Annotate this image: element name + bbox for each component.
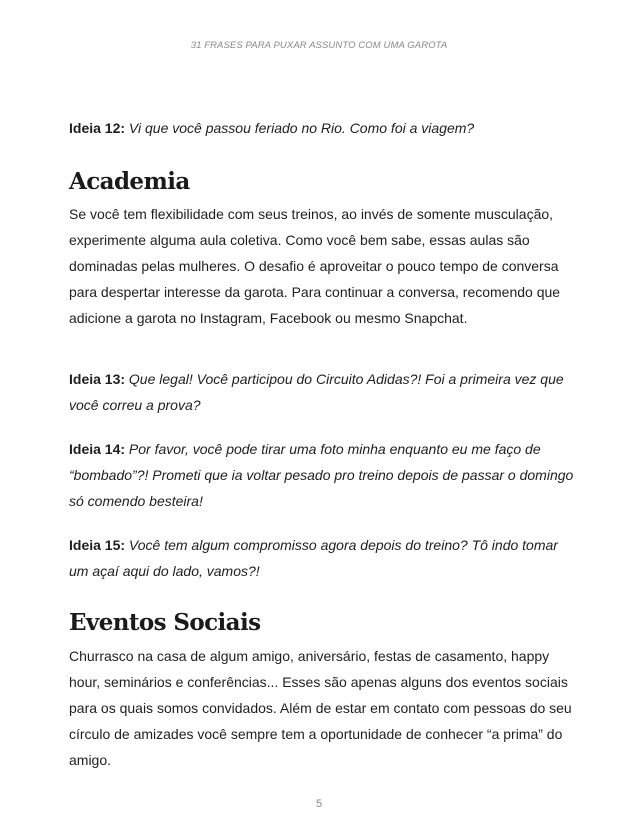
section-heading-academia: Academia (69, 168, 190, 195)
idea-15 (69, 532, 579, 584)
idea-text: Vi que você passou feriado no Rio. Como foi a viagem? (128, 120, 475, 136)
idea-text: Você tem algum compromisso agora depois do treino? Tô indo tomar um açaí aqui do lado, vamos?! (69, 537, 558, 579)
section-paragraph-academia: Se você tem flexibilidade com seus treinos, ao invés de somente musculação, experimente alguma aula coletiva. Como você bem sabe, essas aulas são dominadas pelas mulheres. O desafio é aproveitar o pouco tempo de conversa para despertar interesse da garota. Para continuar a conversa, recomendo que adicione a garota no Instagram, Facebook ou mesmo Snapchat. (69, 206, 561, 326)
page-number: 5 (315, 798, 323, 810)
idea-13 (69, 366, 579, 418)
section-heading-eventos-sociais: Eventos Sociais (69, 609, 261, 636)
idea-text: Que legal! Você participou do Circuito Adidas?! Foi a primeira vez que você correu a prova? (69, 371, 564, 413)
idea-text: Por favor, você pode tirar uma foto minha enquanto eu me faço de “bombado”?! Prometi que ia voltar pesado pro treino depois de passar o domingo só comendo besteira! (69, 441, 574, 509)
running-header: 31 FRASES PARA PUXAR ASSUNTO COM UMA GAROTA (190, 40, 448, 51)
idea-14 (69, 436, 579, 514)
idea-12 (69, 115, 579, 141)
idea-label: Ideia 15: (69, 537, 126, 553)
idea-label: Ideia 14: (69, 441, 126, 457)
section-paragraph-eventos-sociais: Churrasco na casa de algum amigo, aniversário, festas de casamento, happy hour, seminários e conferências... Esses são apenas alguns dos eventos sociais para os quais somos convidados. Além de estar em contato com pessoas do seu círculo de amizades você sempre tem a oportunidade de conhecer “a prima” do amigo. (69, 648, 572, 768)
idea-label: Ideia 12: (69, 120, 126, 136)
idea-label: Ideia 13: (69, 371, 126, 387)
